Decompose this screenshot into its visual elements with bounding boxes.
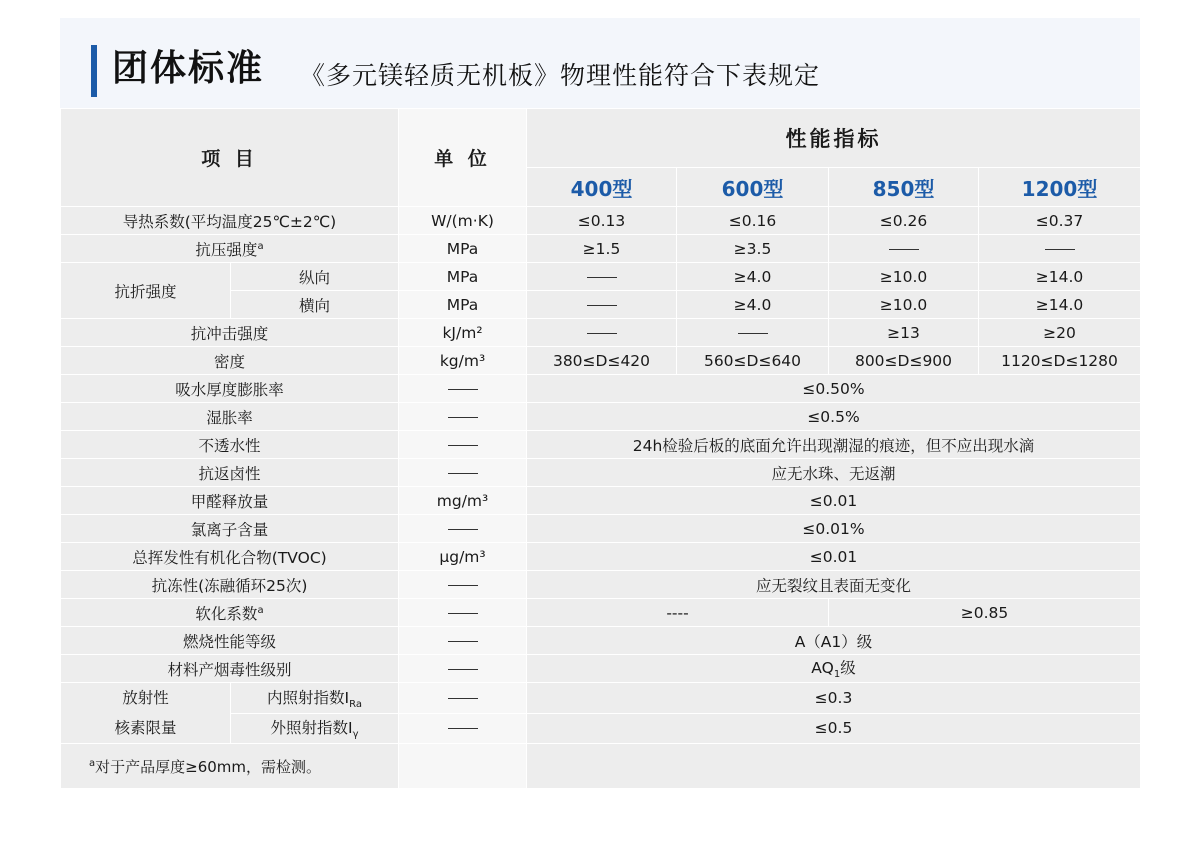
row-unit-dash	[399, 655, 527, 683]
row-label: 抗返卤性	[61, 459, 399, 487]
cell-value: 24h检验后板的底面允许出现潮湿的痕迹，但不应出现水滴	[527, 431, 1141, 459]
table-row	[61, 683, 1141, 714]
row-label: 不透水性	[61, 431, 399, 459]
cell-value: 应无水珠、无返潮	[527, 459, 1141, 487]
cell-value: ≤0.13	[527, 207, 677, 235]
cell-value: ≥14.0	[979, 291, 1141, 319]
model-850: 850型	[829, 168, 979, 207]
cell-value: ≥13	[829, 319, 979, 347]
cell-value: ≥10.0	[829, 263, 979, 291]
cell-value: ≤0.3	[527, 683, 1141, 714]
row-unit-dash	[399, 375, 527, 403]
table-row	[61, 627, 1141, 655]
row-label: 抗冻性(冻融循环25次)	[61, 571, 399, 599]
page-title: 团体标准	[112, 48, 265, 89]
cell-value: ≥20	[979, 319, 1141, 347]
row-label: 材料产烟毒性级别	[61, 655, 399, 683]
row-label: 放射性 核素限量	[61, 683, 231, 744]
cell-value: ≤0.26	[829, 207, 979, 235]
row-unit-dash	[399, 515, 527, 543]
table-row	[61, 543, 1141, 571]
cell-value: ≥3.5	[677, 235, 829, 263]
model-1200: 1200型	[979, 168, 1141, 207]
row-unit: MPa	[399, 263, 527, 291]
row-unit-dash	[399, 713, 527, 744]
table-row	[61, 571, 1141, 599]
row-label: 软化系数$^a$	[61, 599, 399, 627]
row-unit: kJ/m²	[399, 319, 527, 347]
table-row	[61, 487, 1141, 515]
row-sublabel: 外照射指数$I_\gamma$	[231, 713, 399, 744]
table-row	[61, 599, 1141, 627]
row-sublabel: 横向	[231, 291, 399, 319]
table-row	[61, 347, 1141, 375]
table-row	[61, 459, 1141, 487]
cell-value: 1120≤D≤1280	[979, 347, 1141, 375]
cell-value: ≤0.5%	[527, 403, 1141, 431]
row-label: 吸水厚度膨胀率	[61, 375, 399, 403]
row-sublabel: 纵向	[231, 263, 399, 291]
row-unit-dash	[399, 459, 527, 487]
table-header-row	[61, 109, 1141, 168]
row-unit: MPa	[399, 291, 527, 319]
model-400: 400型	[527, 168, 677, 207]
cell-value: ≤0.16	[677, 207, 829, 235]
table-row	[61, 375, 1141, 403]
note-blank	[527, 744, 1141, 789]
row-unit: μg/m³	[399, 543, 527, 571]
table-row	[61, 207, 1141, 235]
cell-value: ≥10.0	[829, 291, 979, 319]
table-row	[61, 319, 1141, 347]
table-row	[61, 235, 1141, 263]
cell-value: ≤0.37	[979, 207, 1141, 235]
note-unit-blank	[399, 744, 527, 789]
cell-value: ≥0.85	[829, 599, 1141, 627]
cell-value: ≤0.01	[527, 487, 1141, 515]
row-unit-dash	[399, 403, 527, 431]
cell-value: ≥1.5	[527, 235, 677, 263]
row-unit-dash	[399, 571, 527, 599]
row-unit-dash	[399, 627, 527, 655]
table-row	[61, 263, 1141, 291]
row-unit-dash	[399, 683, 527, 714]
col-unit-header: 单 位	[399, 109, 527, 207]
row-unit: mg/m³	[399, 487, 527, 515]
col-item-header: 项 目	[61, 109, 399, 207]
model-600: 600型	[677, 168, 829, 207]
cell-empty-dash	[677, 319, 829, 347]
row-label: 抗冲击强度	[61, 319, 399, 347]
cell-value: 800≤D≤900	[829, 347, 979, 375]
row-unit-dash	[399, 431, 527, 459]
accent-bar	[91, 45, 97, 97]
row-unit: kg/m³	[399, 347, 527, 375]
col-perf-header: 性能指标	[527, 109, 1141, 168]
cell-value: ----	[527, 599, 829, 627]
performance-table	[60, 108, 1141, 789]
cell-empty-dash	[527, 263, 677, 291]
cell-value: 560≤D≤640	[677, 347, 829, 375]
cell-value: 380≤D≤420	[527, 347, 677, 375]
cell-value: $AQ_1$级	[527, 655, 1141, 683]
header-banner	[60, 18, 1140, 108]
row-label: 导热系数(平均温度25℃±2℃)	[61, 207, 399, 235]
cell-empty-dash	[829, 235, 979, 263]
row-label: 湿胀率	[61, 403, 399, 431]
row-label: 密度	[61, 347, 399, 375]
cell-value: A（A1）级	[527, 627, 1141, 655]
table-row	[61, 403, 1141, 431]
row-unit: W/(m·K)	[399, 207, 527, 235]
row-unit-dash	[399, 599, 527, 627]
cell-value: ≥4.0	[677, 291, 829, 319]
row-label: 总挥发性有机化合物(TVOC)	[61, 543, 399, 571]
row-sublabel: 内照射指数$I_{Ra}$	[231, 683, 399, 714]
row-label: 抗折强度	[61, 263, 231, 319]
row-label: 燃烧性能等级	[61, 627, 399, 655]
row-label: 抗压强度$^a$	[61, 235, 399, 263]
cell-value: ≥14.0	[979, 263, 1141, 291]
cell-value: ≤0.01	[527, 543, 1141, 571]
table-footnote: $^a$对于产品厚度≥60mm，需检测。	[61, 744, 399, 789]
cell-value: ≤0.01%	[527, 515, 1141, 543]
table-row	[61, 515, 1141, 543]
row-label: 甲醛释放量	[61, 487, 399, 515]
page-subtitle: 《多元镁轻质无机板》物理性能符合下表规定	[300, 61, 821, 90]
cell-value: ≥4.0	[677, 263, 829, 291]
cell-empty-dash	[527, 291, 677, 319]
cell-empty-dash	[527, 319, 677, 347]
cell-value: 应无裂纹且表面无变化	[527, 571, 1141, 599]
table-note-row	[61, 744, 1141, 789]
row-unit: MPa	[399, 235, 527, 263]
cell-empty-dash	[979, 235, 1141, 263]
cell-value: ≤0.50%	[527, 375, 1141, 403]
table-row	[61, 431, 1141, 459]
row-label: 氯离子含量	[61, 515, 399, 543]
table-row	[61, 655, 1141, 683]
cell-value: ≤0.5	[527, 713, 1141, 744]
